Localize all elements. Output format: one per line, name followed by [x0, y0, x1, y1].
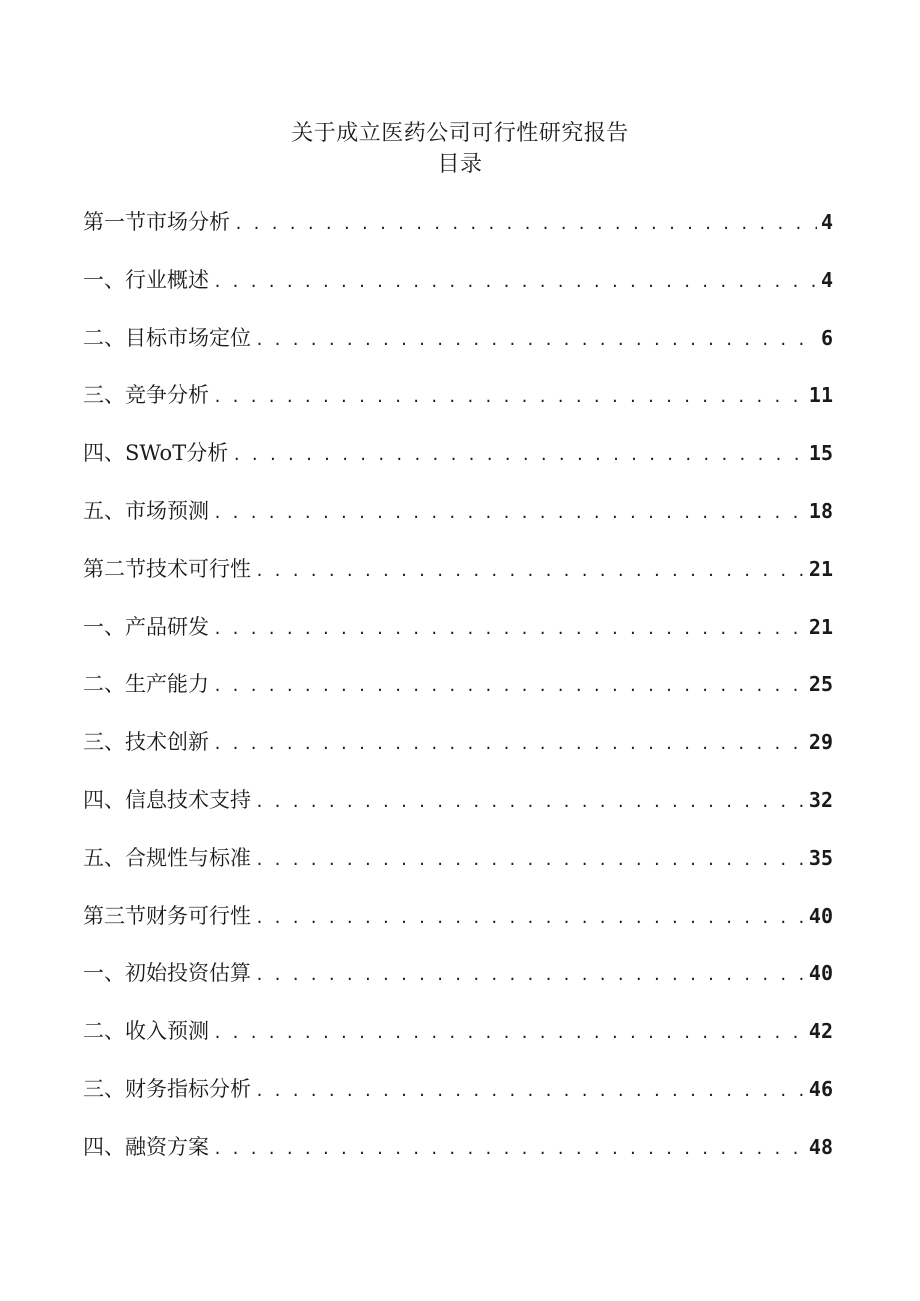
toc-entry[interactable]: [83, 843, 833, 901]
toc-entry-page-number: 4: [820, 267, 833, 292]
toc-entry-page-number: 29: [808, 730, 833, 755]
toc-entry-page-number: 32: [808, 787, 833, 812]
toc-entry-page-number: 21: [808, 614, 833, 639]
toc-entry-title: 三、技术创新: [83, 730, 209, 755]
toc-entry-page-number: 35: [808, 845, 833, 870]
toc-heading: 目录: [437, 152, 483, 177]
toc-entry-page-number: 18: [808, 498, 833, 523]
toc-entry-title: 一、产品研发: [83, 614, 209, 639]
dot-leader: [213, 729, 805, 759]
toc-entry[interactable]: [83, 901, 833, 959]
toc-entry-title: 三、财务指标分析: [83, 1076, 251, 1101]
toc-entry-page-number: 48: [808, 1134, 833, 1159]
dot-leader: [234, 209, 817, 239]
toc-entry[interactable]: [83, 496, 833, 554]
toc-entry-title: 第三节财务可行性: [83, 903, 251, 928]
toc-entry-title: 四、SWoT分析: [83, 441, 229, 466]
toc-entry-title: 二、生产能力: [83, 672, 209, 697]
toc-entry-title: 第一节市场分析: [83, 210, 230, 234]
toc-entry-title: 五、市场预测: [83, 498, 209, 523]
dot-leader: [213, 382, 805, 412]
toc-entry-page-number: 40: [808, 903, 833, 928]
toc-entry-page-number: 4: [820, 210, 833, 234]
dot-leader: [213, 671, 805, 701]
toc-entry-page-number: 11: [808, 383, 833, 408]
dot-leader: [213, 498, 805, 528]
toc-entry[interactable]: [83, 612, 833, 670]
dot-leader: [213, 614, 805, 644]
dot-leader: [232, 440, 805, 470]
toc-entry-title: 四、融资方案: [83, 1134, 209, 1159]
toc-entry[interactable]: [83, 785, 833, 843]
dot-leader: [255, 325, 817, 355]
dot-leader: [255, 845, 805, 875]
dot-leader: [213, 1134, 805, 1164]
dot-leader: [255, 903, 805, 933]
toc-entry-title: 三、竞争分析: [83, 383, 209, 408]
toc-entry-page-number: 46: [808, 1076, 833, 1101]
toc-entry-title: 二、目标市场定位: [83, 325, 251, 350]
toc-entry-page-number: 42: [808, 1019, 833, 1044]
toc-entry-title: 二、收入预测: [83, 1019, 209, 1044]
toc-entry-title: 四、信息技术支持: [83, 787, 251, 812]
toc-entry[interactable]: [83, 958, 833, 1016]
toc-entry[interactable]: [83, 265, 833, 323]
toc-entry-page-number: 15: [808, 441, 833, 466]
dot-leader: [255, 787, 805, 817]
toc-entry-page-number: 6: [820, 325, 833, 350]
dot-leader: [255, 556, 805, 586]
toc-entry[interactable]: [83, 1132, 833, 1190]
document-title: 关于成立医药公司可行性研究报告: [291, 121, 629, 146]
toc-entry-page-number: 25: [808, 672, 833, 697]
toc-entry[interactable]: [83, 438, 833, 496]
dot-leader: [213, 267, 817, 297]
toc-entry-title: 第二节技术可行性: [83, 556, 251, 581]
toc-entry-page-number: 21: [808, 556, 833, 581]
toc-entry[interactable]: [83, 207, 833, 265]
toc-entry[interactable]: [83, 323, 833, 381]
dot-leader: [255, 1076, 805, 1106]
toc-entry-title: 一、初始投资估算: [83, 961, 251, 986]
toc-entry[interactable]: [83, 380, 833, 438]
toc-entry[interactable]: [83, 669, 833, 727]
toc-entry[interactable]: [83, 1074, 833, 1132]
dot-leader: [255, 960, 805, 990]
toc-entry[interactable]: [83, 727, 833, 785]
toc-entry[interactable]: [83, 1016, 833, 1074]
toc-entry-title: 一、行业概述: [83, 267, 209, 292]
table-of-contents: [83, 207, 833, 1190]
dot-leader: [213, 1018, 805, 1048]
toc-entry-title: 五、合规性与标准: [83, 845, 251, 870]
toc-entry[interactable]: [83, 554, 833, 612]
toc-entry-page-number: 40: [808, 961, 833, 986]
